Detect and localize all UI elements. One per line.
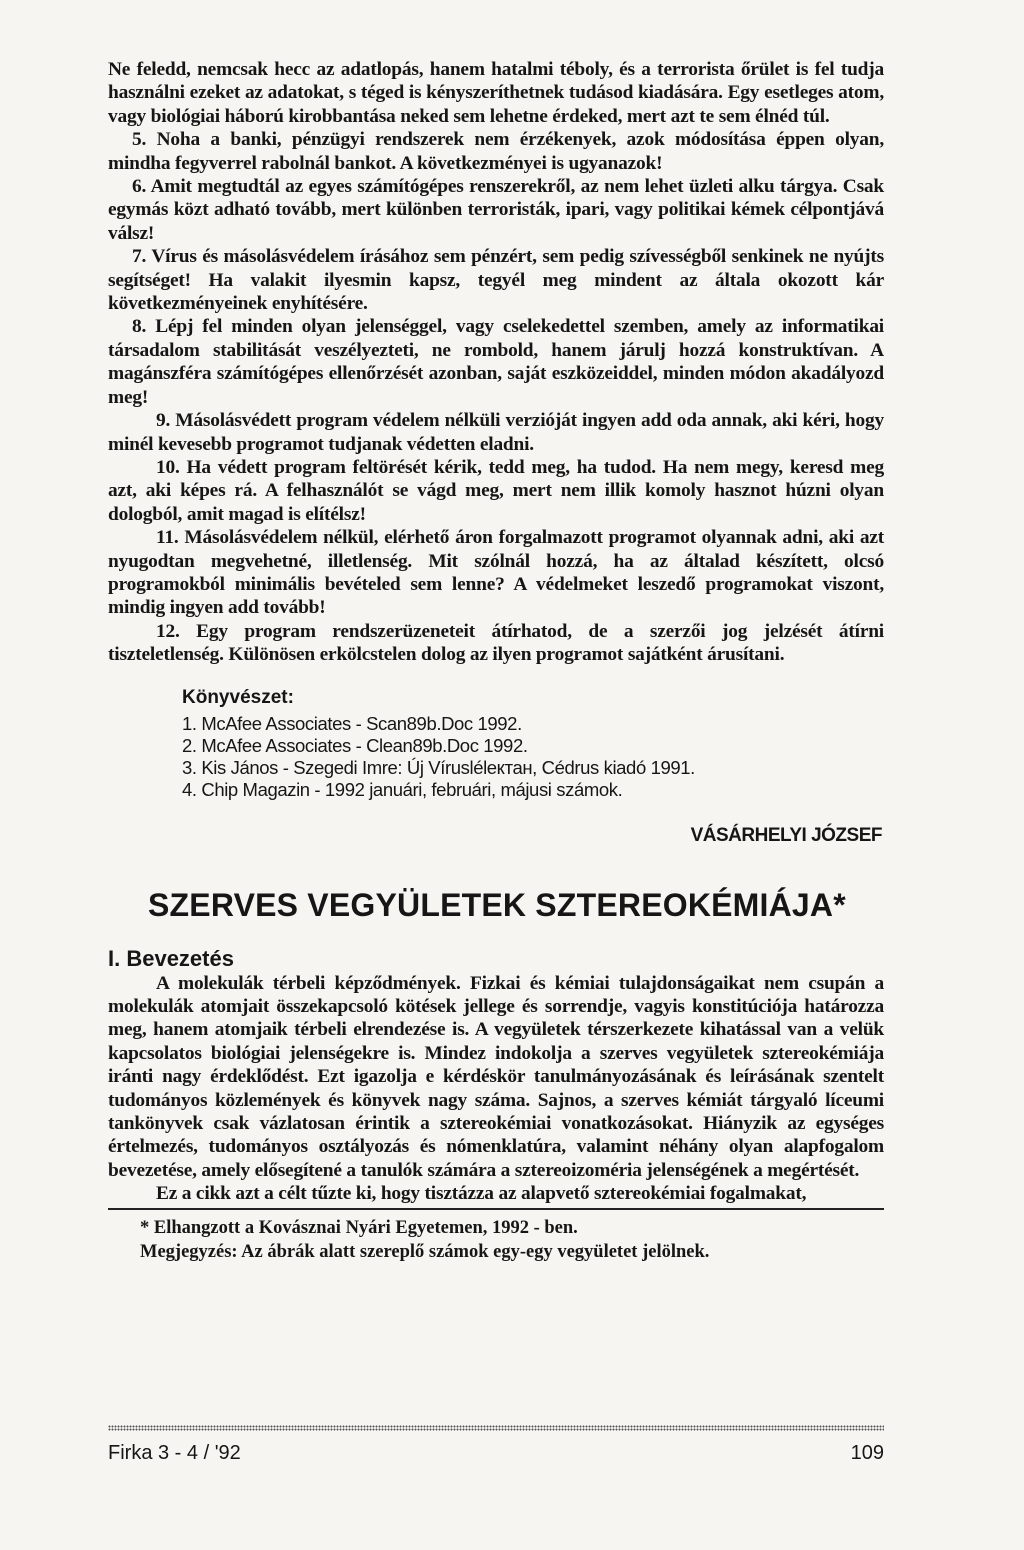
body-paragraph: 6. Amit megtudtál az egyes számítógépes renszerekről, az nem lehet üzleti alku tárgya. Csak egymás közt adható tovább, mert különben terroristák, ipari, vagy politikai kémek célpontjává válsz! — [108, 176, 884, 244]
page-footer — [108, 1442, 884, 1465]
reference-item: 4. Chip Magazin - 1992 januári, februári, májusi számok. — [182, 778, 623, 800]
section-title: I. Bevezetés — [108, 945, 234, 971]
body-paragraph: 11. Másolásvédelem nélkül, elérhető áron forgalmazott programot olyannak adni, aki azt nyugodtan megvehetné, illetlenség. Mit szólnál hozzá, ha az általad készített, olcsó programokból minimális bevételed sem lenne? A védelmeket leszedő programokat viszont, mindig ingyen add tovább! — [108, 527, 884, 619]
article-paragraph: A molekulák térbeli képződmények. Fizkai és kémiai tulajdonságaikat nem csupán a molekulák atomjait összekapcsoló kötések jellege és sorrendje, vagyis konstitúciója határozza meg, hanem atomjaik térbeli elrendezése is. A vegyületek térszerkezete kihatással van a velük kapcsolatos biológiai jelenségekre is. Mindez indokolja a szerves vegyületek sztereokémiája iránti nagy érdeklődést. Ezt igazolja e kérdéskör tanulmányozásának és leírásának szentelt tudományos közlemények és könyvek nagy száma. Sajnos, a szerves kémiát tárgyaló líceumi tankönyvek csak vázlatosan érintik a sztereokémiai vonatkozásokat. Hiányzik az egységes értelmezés, tudományos osztályozás és nómenklatúra, valamint néhány olyan alapfogalom bevezetése, amely elősegítené a tanulók számára a sztereoizoméria jelenségének a megértését. — [108, 972, 884, 1181]
reference-item: 2. McAfee Associates - Clean89b.Doc 1992. — [182, 734, 528, 756]
body-paragraph: 8. Lépj fel minden olyan jelenséggel, vagy cselekedettel szemben, amely az informatikai társadalom stabilitását veszélyezteti, ne rombold, hanem járulj hozzá konstruktívan. A magánszféra számítógépes ellenőrzését azonban, saját eszközeiddel, minden módon akadályozd meg! — [108, 316, 884, 408]
body-paragraph: Ne feledd, nemcsak hecc az adatlopás, hanem hatalmi téboly, és a terrorista őrület is fel tudja használni ezeket az adatokat, s téged is kényszeríthetnek tudásod kiadására. Egy esetleges atom, vagy biológiai háború kirobbantása neked sem lehetne érdeked, mert azt te sem élnéd túl. — [108, 59, 884, 127]
journal-label: Firka 3 - 4 / '92 — [108, 1442, 241, 1464]
body-paragraph: 9. Másolásvédett program védelem nélküli verzióját ingyen add oda annak, aki kéri, hogy minél kevesebb programot tudjanak védetten eladni. — [108, 410, 884, 455]
footer-divider — [108, 1425, 884, 1431]
body-paragraph: 10. Ha védett program feltörését kérik, tedd meg, ha tudod. Ha nem megy, keresd meg azt, aki képes rá. A felhasználót se vágd meg, mert nem illik komoly hasznot húzni olyan dologból, amit magad is elítélsz! — [108, 456, 884, 525]
references — [182, 687, 884, 801]
article-paragraph: Ez a cikk azt a célt tűzte ki, hogy tisztázza az alapvető sztereokémiai fogalmakat, — [156, 1183, 807, 1205]
article-title: SZERVES VEGYÜLETEK SZTEREOKÉMIÁJA* — [148, 886, 846, 923]
body-paragraph: 12. Egy program rendszerüzeneteit átírhatod, de a szerzői jog jelzését átírni tiszteletlenség. Különösen erkölcstelen dolog az ilyen programot sajátként árusítani. — [108, 620, 884, 666]
page-number: 109 — [850, 1442, 884, 1464]
footnote: * Elhangzott a Kovásznai Nyári Egyetemen, 1992 - ben. — [140, 1217, 578, 1238]
footnote: Megjegyzés: Az ábrák alatt szereplő számok egy-egy vegyületet jelölnek. — [140, 1241, 710, 1262]
references-title: Könyvészet: — [182, 686, 294, 708]
body-paragraph: 7. Vírus és másolásvédelem írásához sem pénzért, sem pedig szívességből senkinek ne nyújts segítséget! Ha valakit ilyesmin kapsz, tegyél meg mindent az általa okozott kár következményeinek enyhítésére. — [108, 246, 884, 315]
page-body — [108, 58, 884, 1264]
footnote-divider — [108, 1208, 884, 1210]
body-paragraph: 5. Noha a banki, pénzügyi rendszerek nem érzékenyek, azok módosítása éppen olyan, mindha fegyverrel rabolnál bankot. A következményei is ugyanazok! — [108, 129, 884, 174]
reference-item: 3. Kis János - Szegedi Imre: Új Vírusléleктан, Cédrus kiadó 1991. — [182, 756, 695, 778]
author-name: VÁSÁRHELYI JÓZSEF — [690, 824, 882, 846]
reference-item: 1. McAfee Associates - Scan89b.Doc 1992. — [182, 712, 522, 734]
